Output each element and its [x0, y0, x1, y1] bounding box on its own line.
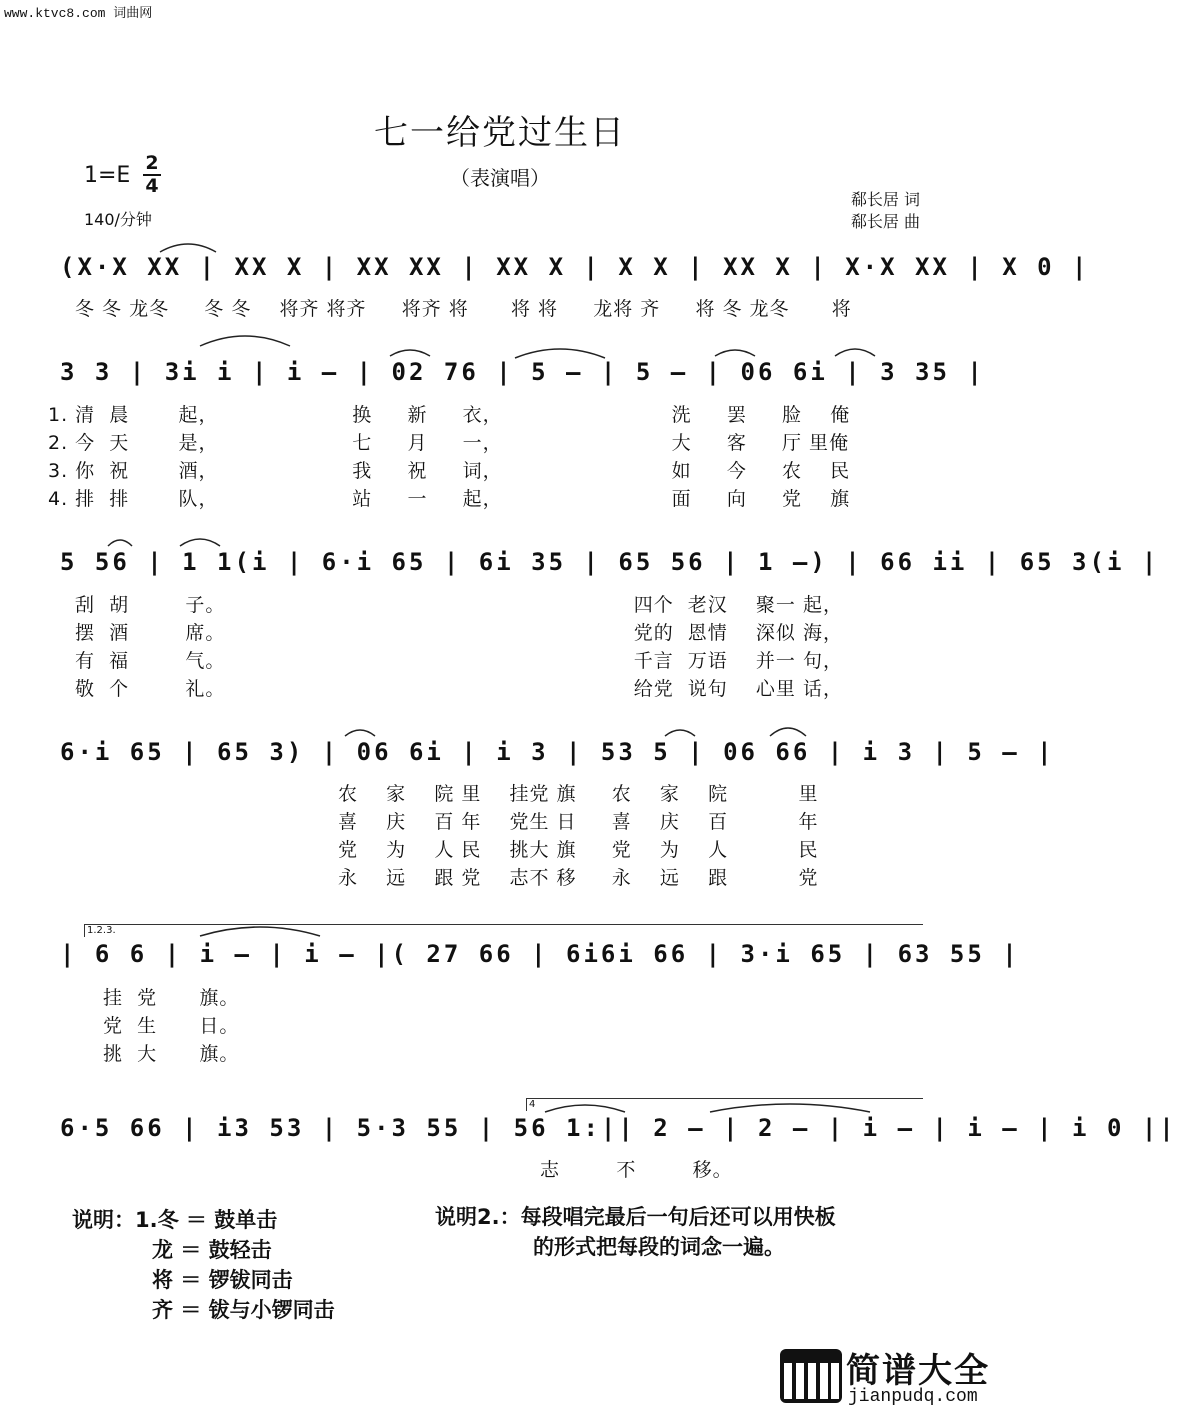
lyric-line-2-1: 1. 清 晨 起， 换 新 衣， 洗 罢 脸 俺 [48, 404, 851, 426]
score-line-2 [60, 350, 985, 394]
site-watermark: www.ktvc8.com 词曲网 [4, 6, 153, 21]
lyric-line-2-4: 4. 排 排 队， 站 一 起， 面 向 党 旗 [48, 488, 851, 510]
lyric-line-2-3: 3. 你 祝 酒， 我 祝 词， 如 今 农 民 [48, 460, 851, 482]
lyric-line-4-4: 永 远 跟 党 志不 移 永 远 跟 党 [338, 867, 819, 889]
notes-right-heading: 说明2.： [435, 1205, 521, 1229]
notes-right-line-1: 每段唱完最后一句后还可以用快板 [520, 1205, 836, 1229]
lyric-line-3-3: 有 福 气。 千言 万语 并一 句， [75, 650, 843, 672]
notes-left-item-4: 齐 ＝ 钹与小锣同击 [152, 1298, 335, 1322]
lyric-line-6-1: 志 不 移。 [540, 1159, 733, 1181]
notes-right-line-2: 的形式把每段的词念一遍。 [533, 1235, 785, 1259]
key-signature: 1=E [84, 163, 131, 188]
song-title: 七一给党过生日 [374, 113, 626, 153]
notes-left-item-2: 龙 ＝ 鼓轻击 [152, 1238, 272, 1262]
notes-line-1: (X·X XX | XX X | XX XX | XX X | X X | XX X | X·X XX | X 0 | [60, 253, 1090, 281]
lyric-line-5-3: 挑 大 旗。 [103, 1043, 240, 1065]
volta-1-2-3: 1.2.3. [84, 924, 923, 937]
notes-line-2: 3 3 | 3i i | i – | 02 76 | 5 – | 5 – | 06 6i | 3 35 | [60, 358, 985, 386]
lyric-line-3-1: 刮 胡 子。 四个 老汉 聚一 起， [75, 594, 843, 616]
notes-line-3: 5 56 | 1 1(i | 6·i 65 | 6i 35 | 65 56 | 1 –) | 66 ii | 65 3(i | [60, 548, 1160, 576]
lyric-line-4-1: 农 家 院 里 挂党 旗 农 家 院 里 [338, 783, 819, 805]
score-line-1 [60, 245, 1090, 289]
time-sig-top: 2 [145, 152, 159, 174]
site-logo [780, 1343, 995, 1409]
score-line-3 [60, 540, 1160, 584]
lyric-line-5-2: 党 生 日。 [103, 1015, 240, 1037]
lyric-line-3-2: 摆 酒 席。 党的 恩情 深似 海， [75, 622, 843, 644]
volta-4: 4 [526, 1098, 923, 1111]
composer-credit: 郗长居 曲 [850, 212, 920, 231]
lyric-line-2-2: 2. 今 天 是， 七 月 一， 大 客 厅 里俺 [48, 432, 850, 454]
lyricist-credit: 郗长居 词 [850, 190, 920, 209]
score-line-6 [60, 1106, 1177, 1150]
lyric-line-5-1: 挂 党 旗。 [103, 987, 240, 1009]
lyric-line-4-3: 党 为 人 民 挑大 旗 党 为 人 民 [338, 839, 819, 861]
notes-left-item-1: 1.冬 ＝ 鼓单击 [135, 1208, 278, 1232]
piano-icon [780, 1349, 842, 1403]
notes-right [435, 1202, 836, 1262]
notes-line-4: 6·i 65 | 65 3) | 06 6i | i 3 | 53 5 | 06 66 | i 3 | 5 – | [60, 738, 1055, 766]
score-line-5 [60, 932, 1020, 976]
notes-line-6: 6·5 66 | i3 53 | 5·3 55 | 56 1:|| 2 – | 2 – | i – | i – | i 0 || [60, 1114, 1177, 1142]
lyric-line-4-2: 喜 庆 百 年 党生 日 喜 庆 百 年 [338, 811, 819, 833]
logo-url: jianpudq.com [848, 1387, 978, 1407]
slur [200, 336, 290, 346]
time-sig-bottom: 4 [145, 175, 159, 197]
logo-title: 简谱大全 [846, 1351, 990, 1391]
score-line-4 [60, 730, 1055, 774]
time-signature [141, 153, 163, 197]
notes-left [72, 1205, 335, 1325]
notes-left-item-3: 将 ＝ 锣钹同击 [152, 1268, 293, 1292]
notes-line-5: | 6 6 | i – | i – |( 27 66 | 6i6i 66 | 3·i 65 | 63 55 | [60, 940, 1020, 968]
notes-left-heading: 说明： [72, 1208, 135, 1232]
song-subtitle: （表演唱） [450, 166, 550, 190]
lyric-line-3-4: 敬 个 礼。 给党 说句 心里 话， [75, 678, 843, 700]
tempo-marking: 140/分钟 [84, 210, 152, 229]
lyric-line-1-1: 冬 冬 龙冬 冬 冬 将齐 将齐 将齐 将 将 将 龙将 齐 将 冬 龙冬 将 [75, 298, 852, 320]
